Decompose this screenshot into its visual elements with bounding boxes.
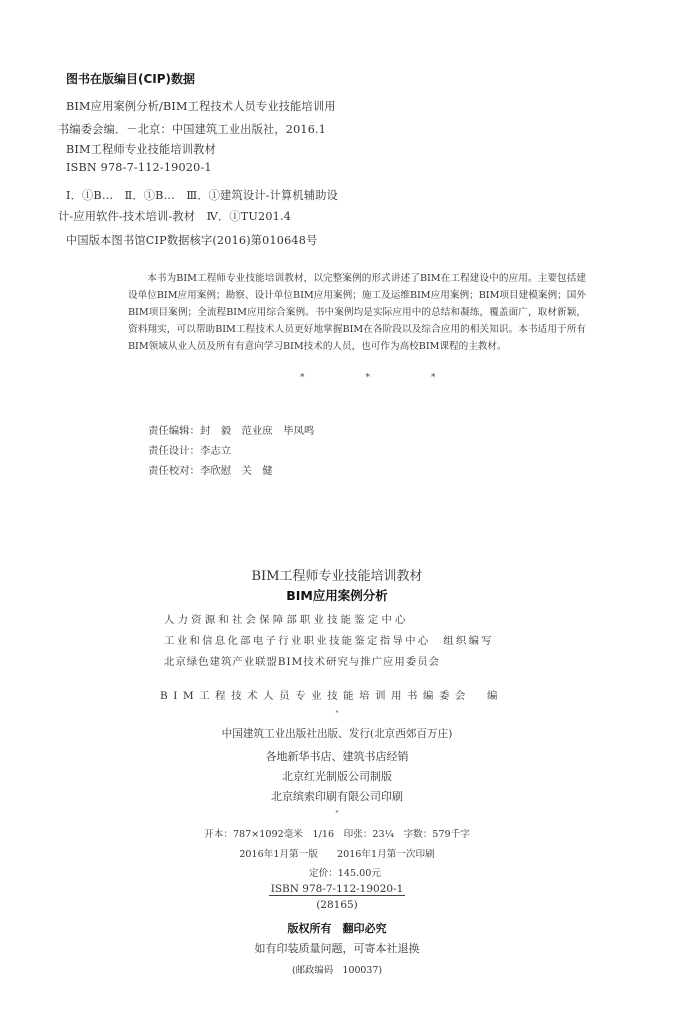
organizer-line: 北京绿色建筑产业联盟BIM技术研究与推广应用委员会 [164,656,440,668]
copyright-notice: 版权所有 翻印必究 [287,922,387,935]
divider-dot: * [335,810,339,817]
distributor-line: 各地新华书店、建筑书店经销 [265,750,409,763]
cip-line: 书编委会编．－北京：中国建筑工业出版社，2016.1 [58,123,327,136]
organizer-line: 工业和信息化部电子行业职业技能鉴定指导中心 组织编写 [164,635,494,647]
isbn [0,883,674,895]
section-separator: * * * [300,373,462,383]
plate-maker-line: 北京红光制版公司制版 [282,770,392,783]
price: 定价：145.00元 [309,868,381,879]
staff-editor: 责任编辑：封 毅 范业庶 毕凤鸣 [148,425,315,437]
cip-line: BIM应用案例分析/BIM工程技术人员专业技能培训用 [66,100,336,113]
editorial-committee: BIM工程技术人员专业技能培训用书编委会 编 [160,690,503,702]
organizer-line: 人力资源和社会保障部职业技能鉴定中心 [164,614,409,626]
cip-line: ISBN 978-7-112-19020-1 [66,161,212,174]
book-title: BIM应用案例分析 [286,588,388,603]
staff-designer: 责任设计：李志立 [148,445,232,457]
returns-notice: 如有印装质量问题，可寄本社退换 [254,942,420,955]
cip-line: BIM工程师专业技能培训教材 [66,143,216,156]
printer-line: 北京缤索印刷有限公司印刷 [271,790,403,803]
divider-dot: * [335,710,339,717]
staff-proofreader: 责任校对：李欣慰 关 健 [148,465,273,477]
cip-line: 计-应用软件-技术培训-教材 Ⅳ．①TU201.4 [58,210,292,223]
cip-heading: 图书在版编目(CIP)数据 [66,72,196,86]
cip-line: Ⅰ．①B… Ⅱ．①B… Ⅲ．①建筑设计-计算机辅助设 [66,189,338,202]
book-summary [128,270,586,355]
postal-code: (邮政编码 100037) [292,965,382,976]
edition-info: 2016年1月第一版 2016年1月第一次印刷 [239,849,435,860]
summary-text: 本书为BIM工程师专业技能培训教材，以完整案例的形式讲述了BIM在工程建设中的应用。主要包括建设单位BIM应用案例；勘察、设计单位BIM应用案例；施工及运维BIM应用案例；BIM项目建模案例；国外BIM项目案例；全流程BIM应用综合案例。书中案例均是实际应用中的总结和凝练，覆盖面广，取材新颖，资料翔实，可以帮助BIM工程技术人员更好地掌握BIM在各阶段以及综合应用的相关知识。本书适用于所有BIM领域从业人员及所有有意向学习BIM技术的人员，也可作为高校BIM课程的主教材。 [128,273,586,352]
publisher-line: 中国建筑工业出版社出版、发行(北京西郊百万庄) [221,728,453,740]
format-specs: 开本：787×1092毫米 1/16 印张：23¼ 字数：579千字 [204,829,470,840]
cip-data-number: 中国版本图书馆CIP数据核字(2016)第010648号 [66,234,318,247]
series-name: BIM工程师专业技能培训教材 [251,569,423,584]
book-code: (28165) [316,899,358,911]
isbn-text: ISBN 978-7-112-19020-1 [270,883,404,895]
